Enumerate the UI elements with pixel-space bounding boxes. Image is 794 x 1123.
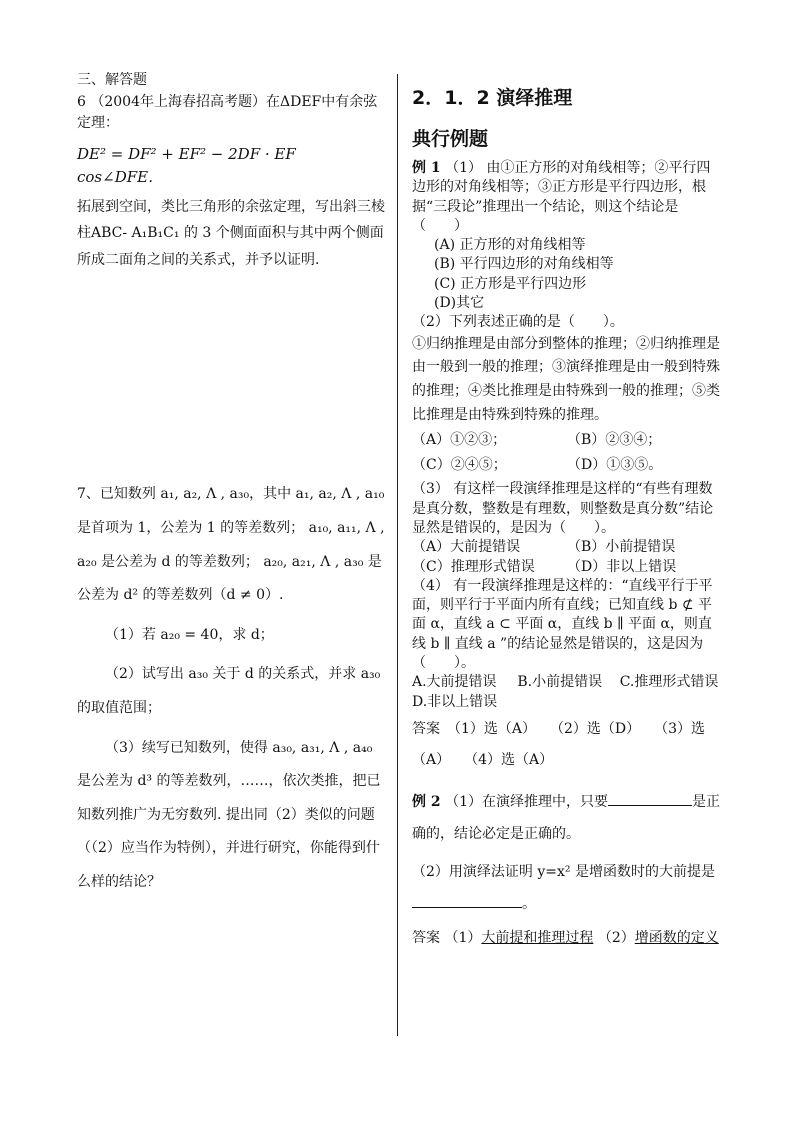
spacer (77, 273, 385, 478)
example-2 (412, 786, 722, 950)
q6-body: 拓展到空间，类比三角形的余弦定理，写出斜三棱柱ABC- A₁B₁C₁ 的 3 个侧面面积与其中两个侧面所成二面角之间的关系式，并予以证明. (77, 198, 385, 268)
ex1-q4-opt-c: C.推理形式错误 (619, 674, 719, 691)
example-1-label: 例 1 (412, 159, 441, 176)
ex1-q3-opt-a: （A）大前提错误 (412, 539, 521, 556)
ex2-q2-pre: （2）用演绎法证明 y=x² 是增函数时的大前提是 (412, 863, 715, 880)
left-column (77, 70, 385, 899)
ex1-q4-opt-d: D.非以上错误 (412, 693, 498, 710)
ex2-answer-2: 增函数的定义 (634, 930, 719, 947)
q7-stem: 7、已知数列 a₁, a₂, Λ , a₃₀，其中 a₁, a₂, Λ , a₁₀ 是首项为 1，公差为 1 的等差数列； a₁₀, a₁₁, Λ , a₂₀ 是公差为 d 的等差数列； a₂₀, a₂₁, Λ , a₃₀ 是公差为 d² 的等差数列（d ≠ 0）. (77, 486, 385, 604)
ex1-q1-opt-c: (C) 正方形是平行四边形 (434, 275, 587, 292)
example-1 (412, 159, 722, 776)
ex2-q1-blank (608, 793, 692, 806)
ex1-q3-opt-c: （C）推理形式错误 (412, 558, 535, 575)
right-column (412, 70, 722, 949)
ex1-q3: （3） 有这样一段演绎推理是这样的“有些有理数是真分数，整数是有理数，则整数是真分数”结论显然是错误的，是因为（ ）。 (412, 481, 714, 536)
ex2-answer-1: 大前提和推理过程 (481, 930, 594, 947)
ex2-answer-2-prefix: （2） (597, 930, 635, 947)
ex2-q2-blank (412, 895, 522, 908)
ex1-q2-opt-c: （C）②④⑤； (412, 457, 507, 474)
q7-part2: （2）试写出 a₃₀ 关于 d 的关系式，并求 a₃₀ 的取值范围； (77, 666, 381, 716)
q7-part1: （1）若 a₂₀ = 40，求 d； (105, 626, 274, 643)
ex2-answer-label: 答案 (412, 930, 440, 947)
ex1-q4-options (412, 673, 722, 712)
ex1-q3-opt-d: （D）非以上错误 (567, 558, 677, 575)
section-subtitle: 典行例题 (412, 128, 489, 151)
section-title: 2．1．2 演绎推理 (412, 87, 573, 109)
column-divider (397, 74, 398, 1036)
ex1-q2-options (412, 428, 722, 478)
ex2-q2-post: 。 (522, 896, 536, 913)
ex1-q3-options (412, 538, 722, 577)
ex2-q1-post: 是正确的，结论必定是正确的。 (412, 793, 720, 842)
ex1-q1-opt-d: (D)其它 (434, 295, 485, 312)
ex2-q1-pre: （1）在演绎推理中，只要 (445, 793, 608, 810)
ex1-q4-opt-a: A.大前提错误 (412, 674, 497, 691)
ex1-q1-opt-b: (B) 平行四边形的对角线相等 (434, 256, 614, 273)
ex1-q2-opt-d: （D）①③⑤。 (567, 457, 663, 474)
ex1-q4: （4） 有一段演绎推理是这样的：“直线平行于平面，则平行于平面内所有直线；已知直线 b ⊄ 平面 α，直线 a ⊂ 平面 α，直线 b ∥ 平面 α，则直线 b ∥ 直线 a ”的结论显然是错误的，这是因为（ ）。 (412, 577, 713, 672)
ex1-q2-opt-b: （B）②③④； (567, 431, 662, 448)
q7-part3: （3）续写已知数列，使得 a₃₀, a₃₁, Λ , a₄₀ 是公差为 d³ 的等差数列，……，依次类推，把已知数列推广为无穷数列. 提出同（2）类似的问题（（2）应当作为特例），并进行研究，你能得到什么样的结论？ (77, 739, 381, 890)
ex1-answer: 答案 （1）选（A） （2）选（D） （3）选（A） （4）选（A） (412, 721, 706, 768)
ex1-q2-body: ①归纳推理是由部分到整体的推理；②归纳推理是由一般到一般的推理；③演绎推理是由一般到特殊的推理；④类比推理是由特殊到一般的推理；⑤类比推理是由特殊到特殊的推理。 (412, 335, 720, 424)
ex1-q1-opt-a: (A) 正方形的对角线相等 (434, 237, 586, 254)
ex1-q2: （2）下列表述正确的是（ ）。 (412, 314, 624, 331)
q6-intro: 6 （2004年上海春招高考题）在ΔDEF中有余弦定理： (77, 93, 378, 132)
q6-formula: DE² = DF² + EF² − 2DF · EF cos∠DFE． (77, 145, 296, 187)
ex1-q2-opt-a: （A）①②③； (412, 431, 507, 448)
ex2-answer-1-prefix: （1） (444, 930, 482, 947)
ex1-q1: （1） 由①正方形的对角线相等；②平行四边形的对角线相等；③正方形是平行四边形，根据“三段论”推理出一个结论，则这个结论是（ ） (412, 159, 711, 234)
section-heading: 三、解答题 (77, 72, 147, 88)
ex1-q4-opt-b: B.小前提错误 (517, 674, 603, 691)
example-2-label: 例 2 (412, 793, 441, 810)
ex1-q3-opt-b: （B）小前提错误 (567, 539, 676, 556)
